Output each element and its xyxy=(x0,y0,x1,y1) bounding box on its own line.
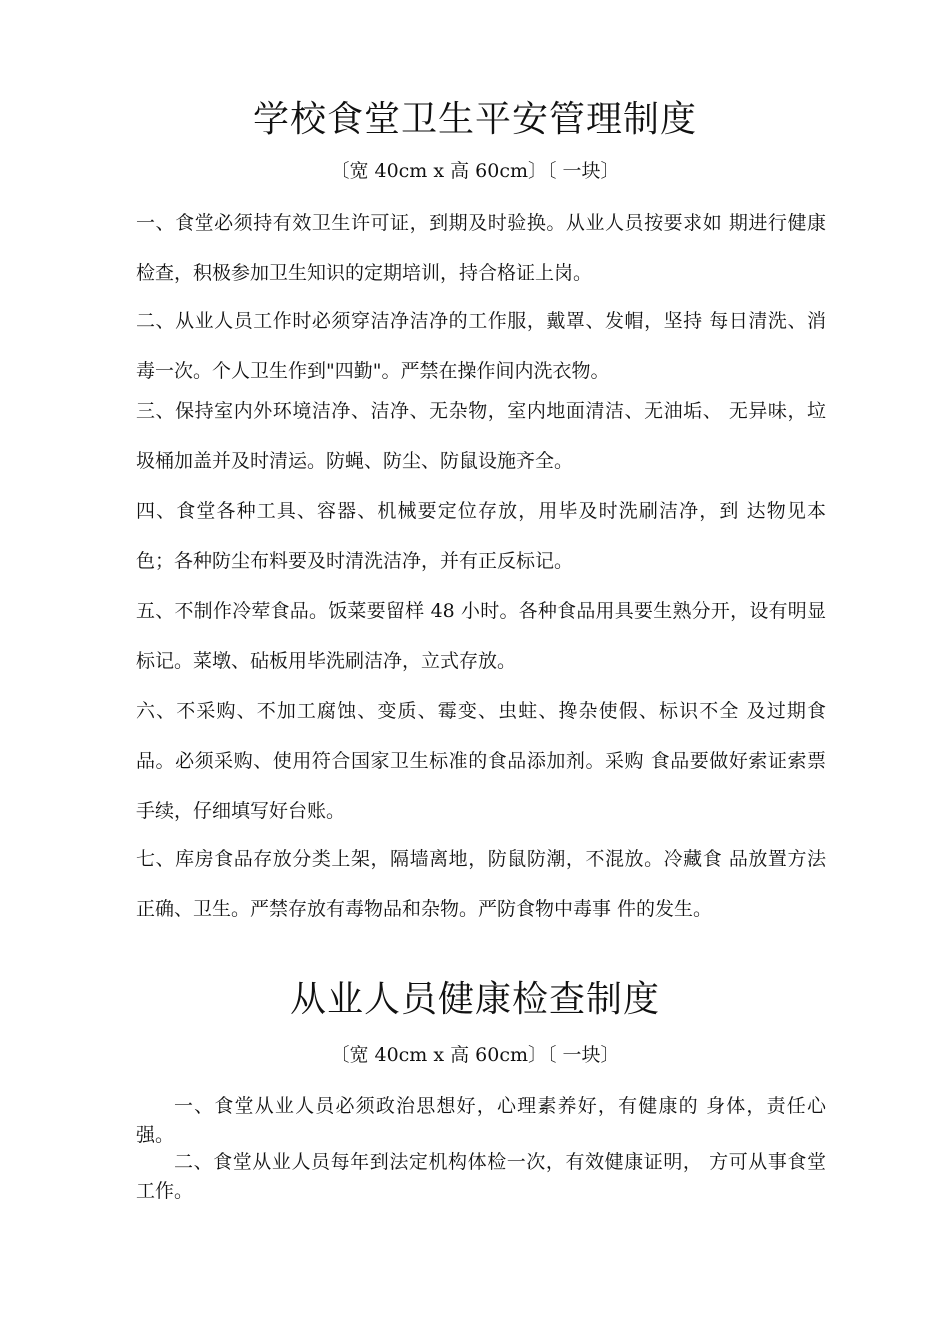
paragraph-2: 二、从业人员工作时必须穿洁净洁净的工作服，戴罩、发帽，坚持 每日清洗、消毒一次。个人卫生作到"四勤"。严禁在操作间内洗衣物。 xyxy=(136,310,826,382)
paragraph-5: 五、不制作冷荤食品。饭菜要留样 48 小时。各种食品用具要生熟分开，设有明显标记。菜墩、砧板用毕洗刷洁净，立式存放。 xyxy=(136,600,826,672)
paragraph-7: 七、库房食品存放分类上架，隔墙离地，防鼠防潮，不混放。冷藏食 品放置方法正确、卫生。严禁存放有毒物品和杂物。严防食物中毒事 件的发生。 xyxy=(136,848,826,920)
paragraph-1: 一、食堂从业人员必须政治思想好，心理素养好，有健康的 身体，责任心强。 xyxy=(136,1095,826,1146)
section-title: 学校食堂卫生平安管理制度 xyxy=(252,99,697,140)
size-spec: 〔宽 40cm x 高 60cm〕〔 一块〕 xyxy=(330,160,620,182)
section-title: 从业人员健康检查制度 xyxy=(289,979,660,1020)
paragraph-3: 三、保持室内外环境洁净、洁净、无杂物，室内地面清洁、无油垢、 无异味，垃圾桶加盖并及时清运。防蝇、防尘、防鼠设施齐全。 xyxy=(136,400,826,472)
paragraph-4: 四、食堂各种工具、容器、机械要定位存放，用毕及时洗刷洁净，到 达物见本色；各种防尘布料要及时清洗洁净，并有正反标记。 xyxy=(136,500,826,572)
paragraph-2: 二、食堂从业人员每年到法定机构体检一次，有效健康证明， 方可从事食堂工作。 xyxy=(136,1151,826,1202)
paragraph-1: 一、食堂必须持有效卫生许可证，到期及时验换。从业人员按要求如 期进行健康检查，积极参加卫生知识的定期培训，持合格证上岗。 xyxy=(136,212,826,284)
size-spec: 〔宽 40cm x 高 60cm〕〔 一块〕 xyxy=(330,1044,620,1066)
paragraph-6: 六、不采购、不加工腐蚀、变质、霉变、虫蛀、搀杂使假、标识不全 及过期食品。必须采购、使用符合国家卫生标准的食品添加剂。采购 食品要做好索证索票手续，仔细填写好台账。 xyxy=(136,700,826,822)
